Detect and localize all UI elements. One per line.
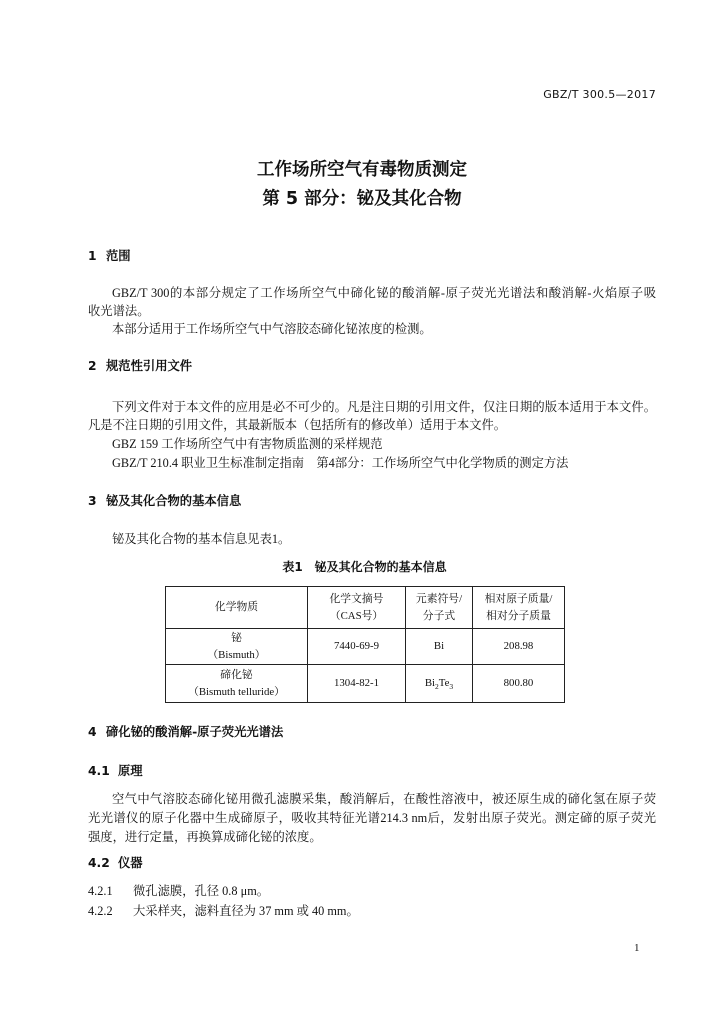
section-4-number: 4	[88, 725, 97, 739]
subsection-4-2-title: 仪器	[118, 856, 143, 870]
substance-name: 碲化铋	[220, 668, 253, 681]
item-4-2-2-text: 大采样夹，滤料直径为 37 mm 或 40 mm。	[133, 904, 359, 918]
mass-cell: 800.80	[473, 665, 565, 703]
basic-info-table	[165, 586, 565, 703]
header-text: 相对原子质量/	[484, 592, 553, 605]
header-text: 元素符号/	[415, 592, 463, 605]
table-row	[166, 629, 565, 665]
substance-name: 铋	[231, 631, 242, 644]
standard-code: GBZ/T 300.5—2017	[543, 88, 656, 101]
mass-cell: 208.98	[473, 629, 565, 665]
principle-line-3: 强度，进行定量，再换算成碲化铋的浓度。	[88, 830, 322, 844]
item-4-2-1-number: 4.2.1	[88, 884, 113, 898]
title-line-1: 工作场所空气有毒物质测定	[257, 160, 467, 180]
section-2-number: 2	[88, 359, 97, 373]
header-cell	[308, 587, 406, 629]
section-4-title: 碲化铋的酸消解-原子荧光光谱法	[106, 725, 284, 739]
section-3-title: 铋及其化合物的基本信息	[106, 494, 242, 508]
formula-text: Te	[438, 677, 450, 689]
substance-cell	[166, 629, 308, 665]
formula-cell	[406, 665, 473, 703]
subsection-4-1-number: 4.1	[88, 764, 110, 778]
substance-name-en: （Bismuth telluride）	[188, 685, 285, 698]
header-text: 化学物质	[214, 601, 259, 613]
formula-subscript: 2	[435, 682, 439, 692]
table-caption: 表1 铋及其化合物的基本信息	[282, 560, 447, 574]
section-2-para-line-1: 下列文件对于本文件的应用是必不可少的。凡是注日期的引用文件，仅注日期的版本适用于本文件。	[112, 400, 656, 414]
cas-cell: 1304-82-1	[308, 665, 406, 703]
section-2-title: 规范性引用文件	[106, 359, 193, 373]
reference-item: GBZ/T 210.4 职业卫生标准制定指南 第4部分：工作场所空气中化学物质的测定方法	[112, 456, 569, 470]
header-text: 化学文摘号	[329, 592, 384, 605]
header-cell	[406, 587, 473, 629]
table-row	[166, 665, 565, 703]
title-line-2: 第 5 部分：铋及其化合物	[262, 189, 462, 209]
formula-subscript: 3	[449, 682, 454, 692]
header-cell	[473, 587, 565, 629]
table-header-row	[166, 587, 565, 629]
principle-line-2: 光光谱仪的原子化器中生成碲原子，吸收其特征光谱214.3 nm后，发射出原子荧光。测定碲的原子荧光	[88, 811, 656, 825]
item-4-2-2-number: 4.2.2	[88, 904, 113, 918]
item-4-2-1-text: 微孔滤膜，孔径 0.8 μm。	[133, 884, 270, 898]
formula-text: Bi	[433, 640, 445, 652]
section-1-para-2: 本部分适用于工作场所空气中气溶胶态碲化铋浓度的检测。	[112, 322, 432, 336]
subsection-4-1-title: 原理	[118, 764, 143, 778]
header-text: 分子式	[422, 609, 456, 622]
header-cell	[166, 587, 308, 629]
section-1-title: 范围	[106, 249, 131, 263]
page-number: 1	[634, 942, 640, 954]
formula-text: Bi	[424, 677, 436, 689]
cas-cell: 7440-69-9	[308, 629, 406, 665]
substance-cell	[166, 665, 308, 703]
substance-name-en: （Bismuth）	[207, 648, 266, 661]
section-1-para-1-line-1: GBZ/T 300的本部分规定了工作场所空气中碲化铋的酸消解-原子荧光光谱法和酸消解-火焰原子吸	[112, 286, 656, 300]
header-text: （CAS号）	[329, 609, 384, 622]
section-3-para: 铋及其化合物的基本信息见表1。	[112, 532, 291, 546]
section-1-para-1-line-2: 收光谱法。	[88, 304, 150, 318]
section-3-number: 3	[88, 494, 97, 508]
formula-cell	[406, 629, 473, 665]
principle-line-1: 空气中气溶胶态碲化铋用微孔滤膜采集，酸消解后，在酸性溶液中，被还原生成的碲化氢在原子荧	[112, 792, 656, 806]
reference-item: GBZ 159 工作场所空气中有害物质监测的采样规范	[112, 437, 383, 451]
subsection-4-2-number: 4.2	[88, 856, 110, 870]
section-2-para-line-2: 凡是不注日期的引用文件，其最新版本（包括所有的修改单）适用于本文件。	[88, 418, 507, 432]
section-1-number: 1	[88, 249, 97, 263]
header-text: 相对分子质量	[486, 609, 551, 622]
